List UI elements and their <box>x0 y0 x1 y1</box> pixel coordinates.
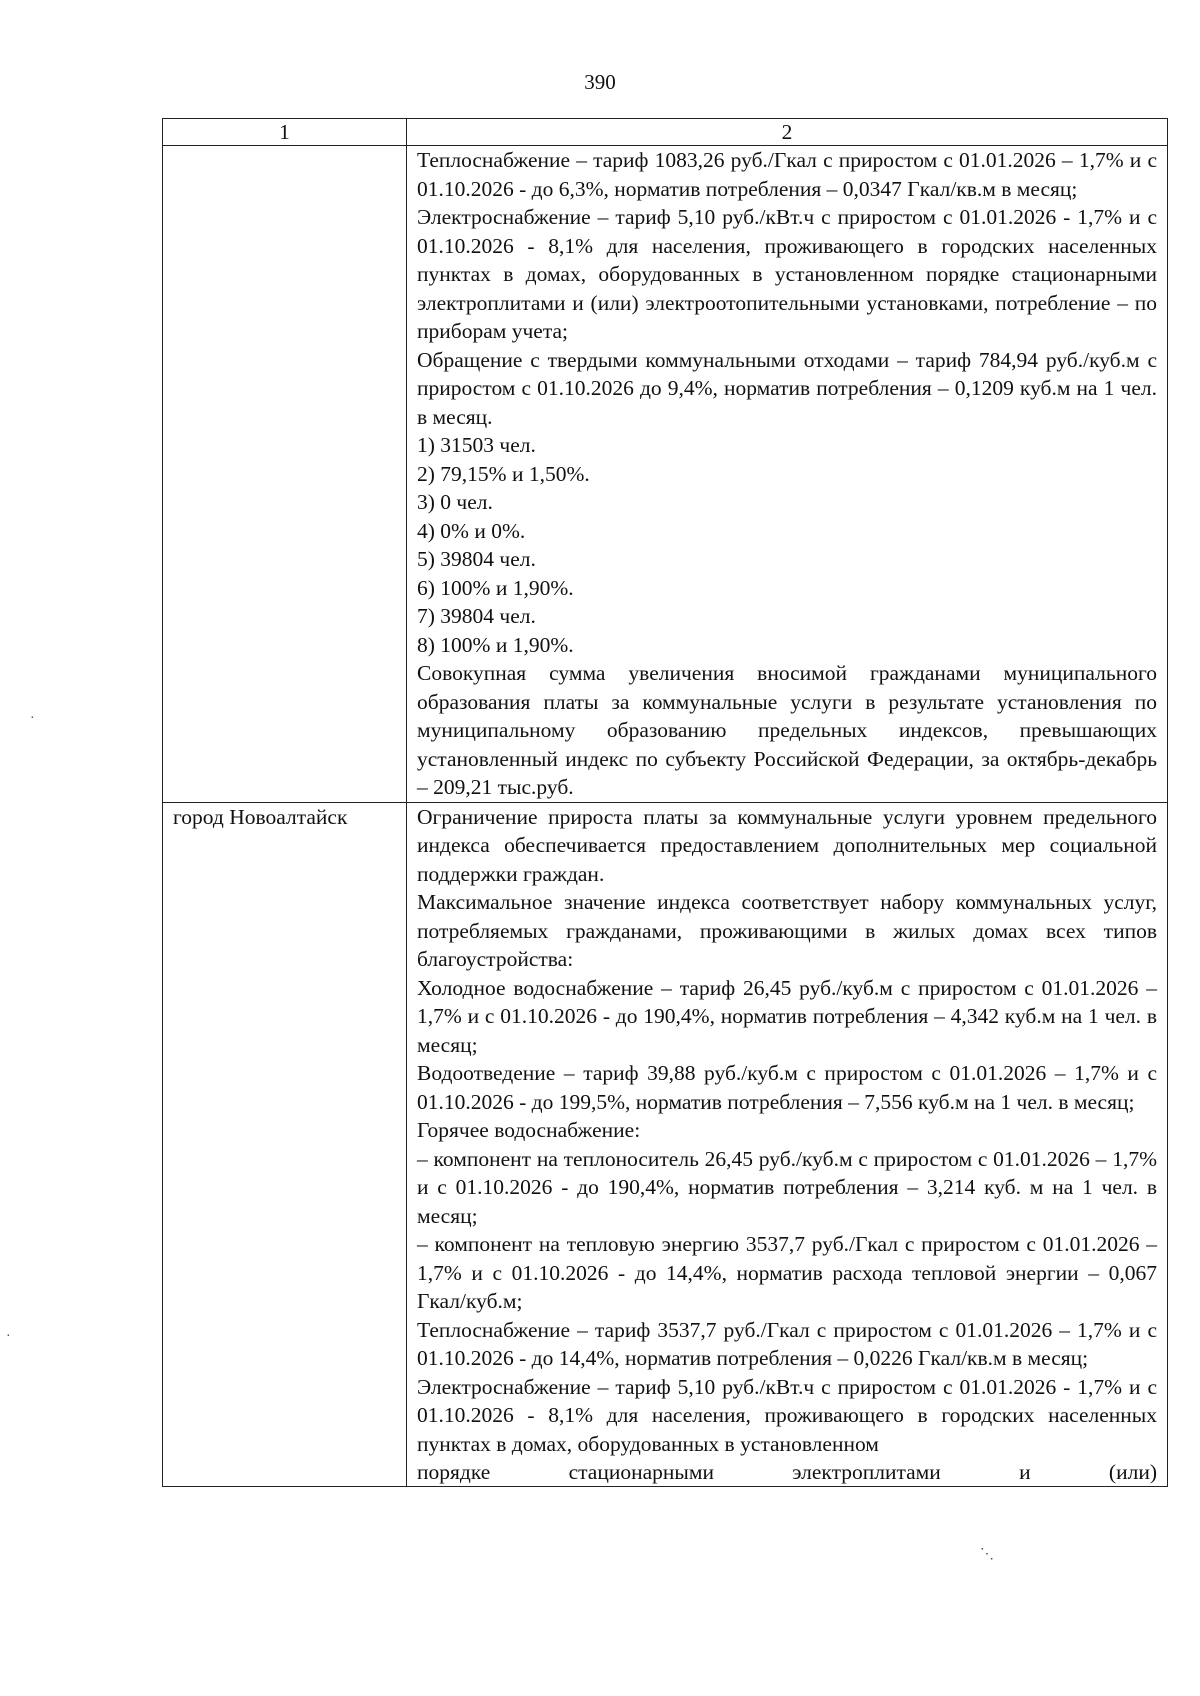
page-number: 390 <box>584 70 616 94</box>
paragraph-electricity: Электроснабжение – тариф 5,10 руб./кВт.ч с приростом с 01.01.2026 - 1,7% и с 01.10.2026 - 8,1% для населения, проживающего в городских населенных пунктах в домах, оборудованных в установленном порядке стационарными электроплитами и (или) электроотопительными установками, потребление – по приборам учета; <box>417 205 1157 343</box>
paragraph-waste: Обращение с твердыми коммунальными отходами – тариф 784,94 руб./куб.м с приростом с 01.10.2026 до 9,4%, норматив потребления – 0,1209 куб.м на 1 чел. в месяц. <box>417 347 1157 429</box>
paragraph-heat-supply: Теплоснабжение – тариф 3537,7 руб./Гкал с приростом с 01.01.2026 – 1,7% и с 01.10.2026 - до 14,4%, норматив потребления – 0,0226 Гкал/кв.м в месяц; <box>417 1317 1157 1370</box>
list-item: 7) 39804 чел. <box>417 604 536 628</box>
paragraph-total-sum: Совокупная сумма увеличения вносимой гражданами муниципального образования платы за коммунальные услуги в результате установления по муниципальному образованию предельных индексов, превышающих установленный индекс по субъекту Российской Федерации, за октябрь-декабрь – 209,21 тыс.руб. <box>417 661 1157 799</box>
paragraph-drainage: Водоотведение – тариф 39,88 руб./куб.м с приростом с 01.01.2026 – 1,7% и с 01.10.2026 - до 199,5%, норматив потребления – 7,556 куб.м на 1 чел. в месяц; <box>417 1061 1157 1114</box>
list-item: 8) 100% и 1,90%. <box>417 632 574 657</box>
paragraph-electricity: Электроснабжение – тариф 5,10 руб./кВт.ч с приростом с 01.01.2026 - 1,7% и с 01.10.2026 - 8,1% для населения, проживающего в городских населенных пунктах в домах, оборудованных в установленном <box>417 1374 1157 1456</box>
list-item: 6) 100% и 1,90%. <box>417 575 574 600</box>
tariff-table <box>162 118 1168 1487</box>
list-item: 4) 0% и 0%. <box>417 518 526 543</box>
table-row <box>163 802 1168 1487</box>
column-header-1: 1 <box>163 119 407 146</box>
table-row <box>163 146 1168 803</box>
description-cell <box>407 802 1168 1487</box>
municipality-cell: город Новоалтайск <box>163 802 407 1487</box>
paragraph-heat-energy: – компонент на тепловую энергию 3537,7 руб./Гкал с приростом с 01.01.2026 – 1,7% и с 01.10.2026 - до 14,4%, норматив расхода тепловой энергии – 0,067 Гкал/куб.м; <box>417 1232 1157 1313</box>
scan-speck: ⋱ <box>980 1547 994 1562</box>
list-item: 3) 0 чел. <box>417 490 493 514</box>
table-header-row <box>163 119 1168 146</box>
list-item: 1) 31503 чел. <box>417 433 536 457</box>
paragraph-heat-carrier: – компонент на теплоноситель 26,45 руб./куб.м с приростом с 01.01.2026 – 1,7% и с 01.10.2026 - до 190,4%, норматив потребления – 3,214 куб. м на 1 чел. в месяц; <box>417 1146 1157 1228</box>
scan-speck: · <box>30 711 35 726</box>
list-item: 2) 79,15% и 1,50%. <box>417 461 590 486</box>
paragraph-limit: Ограничение прироста платы за коммунальные услуги уровнем предельного индекса обеспечивается предоставлением дополнительных мер социальной поддержки граждан. <box>417 804 1157 886</box>
column-header-2: 2 <box>407 119 1168 146</box>
continued-line <box>417 1458 1157 1486</box>
scan-speck: · <box>6 1329 11 1344</box>
paragraph-continued: порядке стационарными электроплитами и (или) <box>417 1460 1157 1484</box>
list-item: 5) 39804 чел. <box>417 547 536 571</box>
paragraph-heat-supply: Теплоснабжение – тариф 1083,26 руб./Гкал с приростом с 01.01.2026 – 1,7% и с 01.10.2026 - до 6,3%, норматив потребления – 0,0347 Гкал/кв.м в месяц; <box>417 148 1157 201</box>
description-cell <box>407 146 1168 803</box>
paragraph-hot-water: Горячее водоснабжение: <box>417 1118 641 1142</box>
paragraph-max-index: Максимальное значение индекса соответствует набору коммунальных услуг, потребляемых гражданами, проживающими в жилых домах всех типов благоустройства: <box>417 890 1157 971</box>
municipality-cell <box>163 146 407 803</box>
paragraph-cold-water: Холодное водоснабжение – тариф 26,45 руб./куб.м с приростом с 01.01.2026 – 1,7% и с 01.10.2026 - до 190,4%, норматив потребления – 4,342 куб.м на 1 чел. в месяц; <box>417 975 1157 1057</box>
